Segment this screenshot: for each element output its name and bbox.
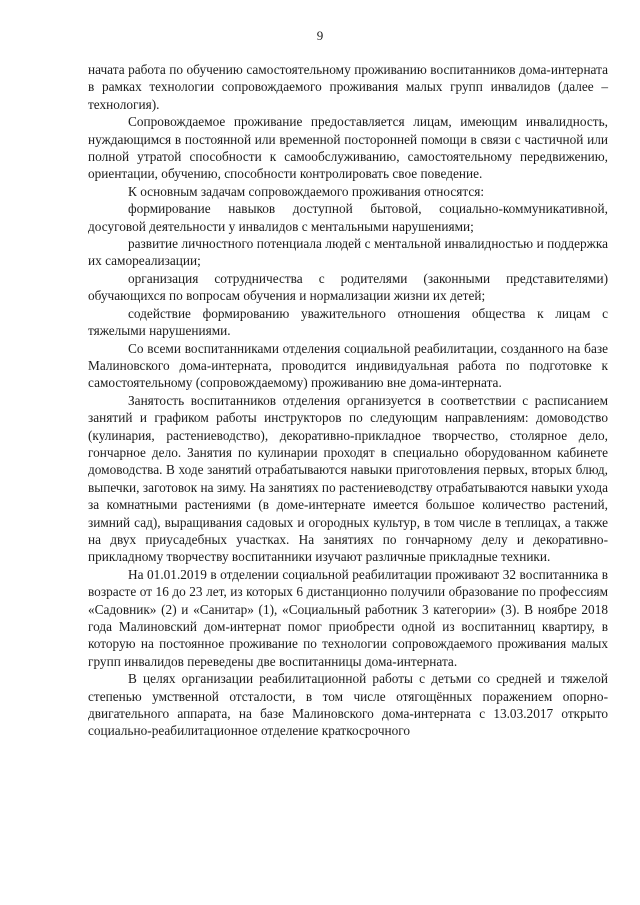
paragraph-individual-work: Со всеми воспитанниками отделения социальной реабилитации, созданного на базе Малиновского дома-интерната, проводится индивидуальная работа по подготовке к самостоятельному (сопровождаемому) проживанию вне дома-интерната. bbox=[88, 340, 608, 391]
paragraph-continued: начата работа по обучению самостоятельному проживанию воспитанников дома-интерната в рамках технологии сопровождаемого проживания малых групп инвалидов (далее – технология). bbox=[88, 62, 608, 112]
paragraph-task-parents: организация сотрудничества с родителями (законными представителями) обучающихся по вопросам обучения и нормализации жизни их детей; bbox=[88, 270, 608, 304]
page-number: 9 bbox=[316, 28, 324, 43]
page-body bbox=[88, 61, 608, 740]
paragraph-task-society: содействие формированию уважительного отношения общества к лицам с тяжелыми нарушениями. bbox=[88, 305, 608, 339]
paragraph-main-tasks-intro: К основным задачам сопровождаемого проживания относятся: bbox=[128, 183, 485, 199]
paragraph-statistics-2019: На 01.01.2019 в отделении социальной реабилитации проживают 32 воспитанника в возрасте от 16 до 23 лет, из которых 6 дистанционно получили образование по профессиям «Садовник» (2) и «Санитар» (1), «Социальный работник 3 категории» (3). В ноябре 2018 года Малиновский дом-интернат помог приобрести одной из воспитанниц квартиру, в которую на постоянное проживание по технологии сопровождаемого проживания малых групп инвалидов переведены две воспитанницы дома-интерната. bbox=[88, 566, 608, 669]
paragraph-employment: Занятость воспитанников отделения организуется в соответствии с расписанием занятий и графиком работы инструкторов по следующим направлениям: домоводство (кулинария, растениеводство), декоративно-прикладное творчество, столярное дело, гончарное дело. Занятия по кулинарии проходят в специально оборудованном кабинете домоводства. В ходе занятий отрабатываются навыки приготовления первых, вторых блюд, выпечки, заготовок на зиму. На занятиях по растениеводству отрабатываются навыки ухода за комнатными растениями (в доме-интернате имеется большое количество растений, зимний сад), выращивания садовых и огородных культур, в том числе в теплицах, а также на двух приусадебных участках. На занятиях по гончарному делу и декоративно-прикладному творчеству воспитанники изучают различные прикладные техники. bbox=[88, 392, 608, 565]
paragraph-rehabilitation-department: В целях организации реабилитационной работы с детьми со средней и тяжелой степенью умственной отсталости, в том числе отягощённых поражением опорно-двигательного аппарата, на базе Малиновского дома-интерната с 13.03.2017 открыто социально-реабилитационное отделение краткосрочного bbox=[88, 671, 608, 739]
paragraph-task-skills: формирование навыков доступной бытовой, социально-коммуникативной, досуговой деятельности у инвалидов с ментальными нарушениями; bbox=[88, 201, 608, 234]
paragraph-task-potential: развитие личностного потенциала людей с ментальной инвалидностью и поддержка их самореализации; bbox=[88, 236, 608, 269]
paragraph-supported-living-definition: Сопровождаемое проживание предоставляется лицам, имеющим инвалидность, нуждающимся в постоянной или временной посторонней помощи в связи с частичной или полной утратой способности к самообслуживанию, самостоятельному передвижению, ориентации, обучению, способности контролировать свое поведение. bbox=[88, 114, 608, 182]
